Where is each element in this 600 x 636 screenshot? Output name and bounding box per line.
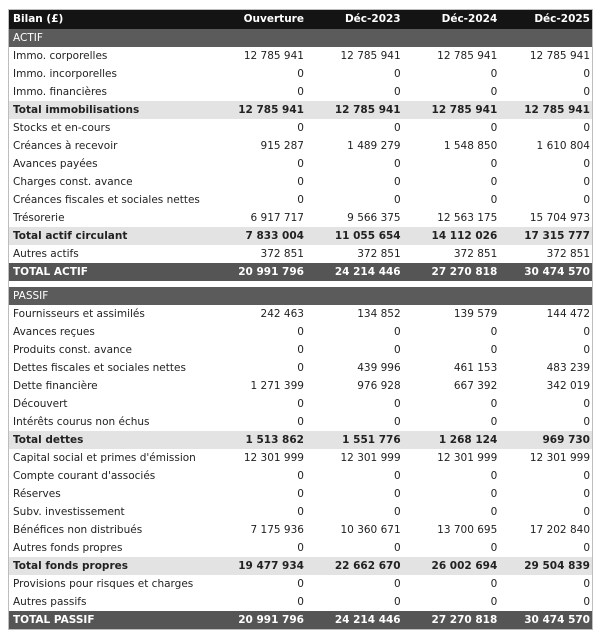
table-row (9, 359, 592, 377)
row-value: 0 (583, 542, 590, 554)
row-value: 20 991 796 (238, 614, 304, 626)
row-value: 461 153 (453, 362, 498, 374)
row-value: 24 214 446 (334, 614, 401, 626)
row-label: TOTAL PASSIF (13, 614, 95, 626)
row-value: 969 730 (542, 434, 590, 446)
row-value: 12 785 941 (243, 50, 304, 62)
row-value: 1 271 399 (250, 380, 304, 392)
row-label: Avances reçues (13, 326, 95, 338)
row-value: 0 (490, 488, 498, 500)
row-value: 0 (393, 86, 401, 98)
row-value: 0 (297, 158, 304, 170)
table-row (9, 395, 592, 413)
row-label: Total fonds propres (13, 560, 128, 572)
column-header-dec-2024: Déc-2024 (441, 13, 498, 25)
row-value: 0 (393, 344, 401, 356)
row-value: 17 202 840 (529, 524, 590, 536)
row-label: Subv. investissement (13, 506, 125, 518)
row-value: 0 (490, 344, 498, 356)
row-value: 0 (490, 68, 498, 80)
row-value: 0 (297, 326, 304, 338)
row-value: 0 (490, 122, 498, 134)
table-row (9, 155, 592, 173)
row-value: 0 (490, 86, 498, 98)
table-row (9, 413, 592, 431)
row-value: 139 579 (453, 308, 498, 320)
row-value: 976 928 (357, 380, 401, 392)
row-value: 0 (490, 398, 498, 410)
row-label: TOTAL ACTIF (13, 266, 88, 278)
row-value: 0 (583, 326, 590, 338)
passif-rows (9, 305, 592, 629)
row-label: Dette financière (13, 380, 98, 392)
row-value: 27 270 818 (431, 266, 498, 278)
row-value: 12 301 999 (340, 452, 401, 464)
table-row (9, 503, 592, 521)
row-label: Créances fiscales et sociales nettes (13, 194, 200, 206)
row-value: 17 315 777 (524, 230, 590, 242)
row-value: 24 214 446 (334, 266, 401, 278)
row-value: 342 019 (546, 380, 590, 392)
row-value: 12 563 175 (437, 212, 498, 224)
table-row (9, 137, 592, 155)
table-row (9, 323, 592, 341)
actif-rows (9, 47, 592, 281)
row-label: Créances à recevoir (13, 140, 118, 152)
row-value: 0 (490, 416, 498, 428)
subtotal-row (9, 101, 592, 119)
row-value: 12 785 941 (334, 104, 401, 116)
table-header (9, 10, 592, 29)
row-value: 12 785 941 (238, 104, 304, 116)
row-value: 144 472 (546, 308, 590, 320)
row-value: 0 (393, 542, 401, 554)
row-value: 0 (583, 344, 590, 356)
row-value: 0 (393, 506, 401, 518)
row-value: 0 (297, 542, 304, 554)
row-value: 0 (297, 194, 304, 206)
row-value: 0 (393, 194, 401, 206)
table-row (9, 209, 592, 227)
subtotal-row (9, 431, 592, 449)
row-value: 0 (583, 68, 590, 80)
row-value: 10 360 671 (340, 524, 401, 536)
row-value: 0 (490, 194, 498, 206)
row-label: Dettes fiscales et sociales nettes (13, 362, 186, 374)
row-label: Immo. corporelles (13, 50, 108, 62)
row-value: 0 (297, 596, 304, 608)
row-label: Trésorerie (13, 212, 65, 224)
row-value: 0 (297, 506, 304, 518)
row-value: 0 (297, 398, 304, 410)
row-label: Réserves (13, 488, 61, 500)
table-row (9, 485, 592, 503)
row-label: Compte courant d'associés (13, 470, 156, 482)
row-value: 0 (297, 416, 304, 428)
row-value: 0 (583, 596, 590, 608)
row-value: 0 (490, 470, 498, 482)
row-value: 12 301 999 (243, 452, 304, 464)
row-label: Immo. financières (13, 86, 107, 98)
row-value: 0 (393, 578, 401, 590)
row-value: 0 (393, 596, 401, 608)
row-label: Charges const. avance (13, 176, 133, 188)
column-header-dec-2025: Déc-2025 (534, 13, 590, 25)
row-value: 0 (393, 68, 401, 80)
row-value: 20 991 796 (238, 266, 304, 278)
row-value: 0 (393, 488, 401, 500)
section-title-passif: PASSIF (9, 287, 592, 305)
row-value: 0 (297, 344, 304, 356)
table-row (9, 191, 592, 209)
table-row (9, 47, 592, 65)
row-value: 0 (393, 326, 401, 338)
row-value: 372 851 (546, 248, 590, 260)
row-value: 0 (583, 506, 590, 518)
row-value: 0 (393, 470, 401, 482)
row-label: Découvert (13, 398, 68, 410)
row-value: 12 301 999 (529, 452, 590, 464)
row-value: 0 (297, 176, 304, 188)
row-value: 11 055 654 (334, 230, 401, 242)
table-row (9, 119, 592, 137)
row-value: 12 785 941 (340, 50, 401, 62)
row-value: 1 268 124 (438, 434, 498, 446)
row-value: 1 513 862 (245, 434, 304, 446)
header-label: Bilan (£) (13, 13, 64, 25)
row-value: 1 548 850 (443, 140, 498, 152)
table-row (9, 593, 592, 611)
row-label: Stocks et en-cours (13, 122, 111, 134)
row-value: 0 (583, 578, 590, 590)
table-row (9, 467, 592, 485)
row-value: 0 (583, 194, 590, 206)
row-label: Provisions pour risques et charges (13, 578, 194, 590)
row-label: Total dettes (13, 434, 84, 446)
row-value: 15 704 973 (529, 212, 590, 224)
row-value: 9 566 375 (347, 212, 401, 224)
row-value: 14 112 026 (431, 230, 498, 242)
row-value: 0 (297, 86, 304, 98)
row-label: Capital social et primes d'émission (13, 452, 196, 464)
row-value: 0 (490, 506, 498, 518)
row-label: Bénéfices non distribués (13, 524, 143, 536)
row-label: Autres fonds propres (13, 542, 123, 554)
row-value: 0 (490, 158, 498, 170)
row-label: Produits const. avance (13, 344, 132, 356)
row-value: 13 700 695 (437, 524, 498, 536)
row-value: 483 239 (546, 362, 590, 374)
row-value: 30 474 570 (524, 266, 590, 278)
row-value: 372 851 (357, 248, 401, 260)
row-value: 0 (583, 470, 590, 482)
subtotal-row (9, 557, 592, 575)
row-value: 0 (490, 578, 498, 590)
table-row (9, 65, 592, 83)
table-row (9, 539, 592, 557)
row-value: 242 463 (260, 308, 304, 320)
row-value: 134 852 (357, 308, 401, 320)
table-row (9, 305, 592, 323)
row-value: 0 (297, 362, 304, 374)
row-value: 0 (297, 578, 304, 590)
grand-total-row (9, 611, 592, 629)
table-row (9, 521, 592, 539)
row-value: 0 (583, 416, 590, 428)
table-row (9, 173, 592, 191)
row-value: 12 301 999 (437, 452, 498, 464)
row-value: 372 851 (260, 248, 304, 260)
row-value: 439 996 (357, 362, 401, 374)
row-value: 0 (583, 488, 590, 500)
row-value: 12 785 941 (524, 104, 590, 116)
row-value: 0 (297, 68, 304, 80)
row-value: 0 (583, 398, 590, 410)
column-header-dec-2023: Déc-2023 (344, 13, 401, 25)
row-label: Intérêts courus non échus (13, 416, 150, 428)
column-header-ouverture: Ouverture (243, 13, 304, 25)
table-row (9, 575, 592, 593)
row-value: 0 (490, 176, 498, 188)
row-value: 12 785 941 (529, 50, 590, 62)
row-label: Total actif circulant (13, 230, 128, 242)
section-title-actif: ACTIF (9, 29, 592, 47)
row-value: 26 002 694 (431, 560, 498, 572)
row-value: 0 (583, 122, 590, 134)
row-value: 0 (583, 176, 590, 188)
row-value: 0 (490, 326, 498, 338)
row-value: 0 (583, 158, 590, 170)
row-value: 0 (297, 488, 304, 500)
table-row (9, 449, 592, 467)
row-value: 0 (393, 416, 401, 428)
row-value: 0 (297, 470, 304, 482)
row-value: 7 175 936 (250, 524, 304, 536)
table-row (9, 245, 592, 263)
row-value: 0 (583, 86, 590, 98)
row-value: 27 270 818 (431, 614, 498, 626)
row-value: 1 610 804 (536, 140, 590, 152)
row-value: 1 551 776 (342, 434, 401, 446)
row-value: 30 474 570 (524, 614, 590, 626)
table-row (9, 83, 592, 101)
balance-sheet-table (8, 9, 593, 630)
table-row (9, 341, 592, 359)
table-row (9, 377, 592, 395)
row-value: 0 (490, 596, 498, 608)
row-value: 372 851 (453, 248, 498, 260)
row-label: Fournisseurs et assimilés (13, 308, 145, 320)
row-value: 12 785 941 (431, 104, 498, 116)
row-value: 12 785 941 (437, 50, 498, 62)
row-value: 22 662 670 (334, 560, 401, 572)
row-label: Total immobilisations (13, 104, 140, 116)
row-value: 19 477 934 (238, 560, 304, 572)
row-value: 7 833 004 (245, 230, 304, 242)
row-value: 667 392 (453, 380, 498, 392)
row-value: 29 504 839 (524, 560, 590, 572)
row-value: 0 (393, 122, 401, 134)
row-label: Avances payées (13, 158, 98, 170)
grand-total-row (9, 263, 592, 281)
row-label: Autres passifs (13, 596, 87, 608)
row-value: 0 (393, 158, 401, 170)
row-value: 915 287 (260, 140, 304, 152)
subtotal-row (9, 227, 592, 245)
row-label: Immo. incorporelles (13, 68, 117, 80)
row-value: 0 (297, 122, 304, 134)
row-value: 1 489 279 (347, 140, 401, 152)
row-value: 0 (393, 176, 401, 188)
row-label: Autres actifs (13, 248, 79, 260)
row-value: 0 (393, 398, 401, 410)
row-value: 6 917 717 (250, 212, 304, 224)
row-value: 0 (490, 542, 498, 554)
